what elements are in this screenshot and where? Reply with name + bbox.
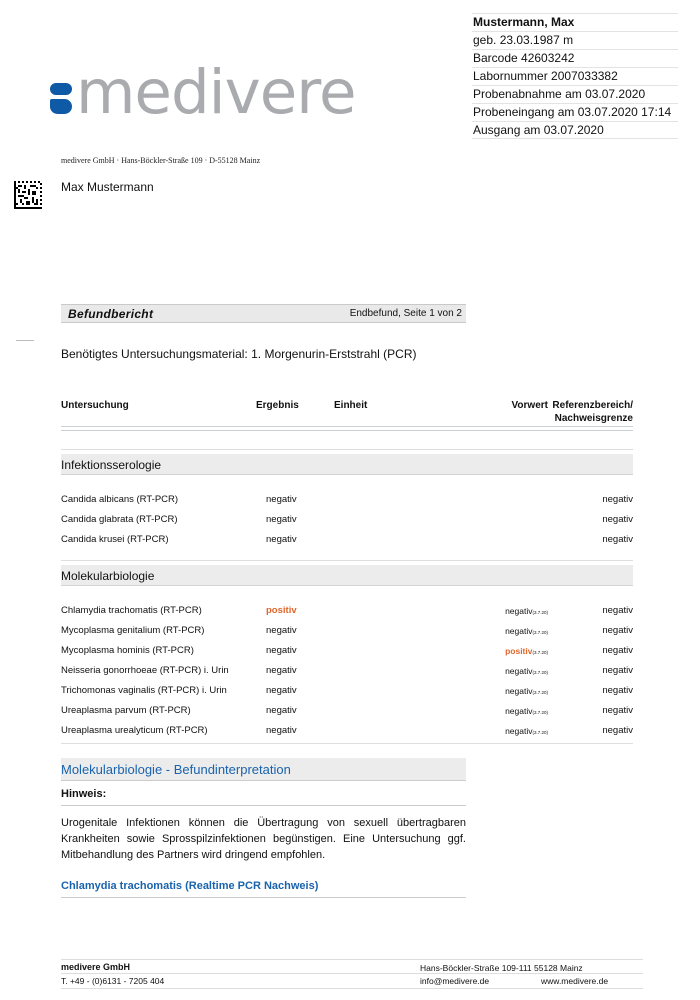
previous-value: negativ	[505, 606, 533, 616]
report-title: Befundbericht	[68, 307, 154, 321]
previous-date: (3.7.20)	[532, 630, 548, 635]
previous-value: negativ	[505, 726, 533, 736]
row-test: Candida glabrata (RT-PCR)	[61, 514, 178, 525]
row-result: negativ	[266, 514, 297, 525]
row-test: Chlamydia trachomatis (RT-PCR)	[61, 605, 202, 616]
divider	[61, 805, 466, 806]
row-test: Neisseria gonorrhoeae (RT-PCR) i. Urin	[61, 665, 229, 676]
footer-rule	[61, 973, 643, 974]
interpretation-title: Molekularbiologie - Befundinterpretation	[61, 762, 291, 777]
column-header-test: Untersuchung	[61, 400, 129, 411]
sample-received-date: Probeneingang am 03.07.2020 17:14	[472, 103, 678, 121]
header-rule	[61, 430, 633, 431]
patient-name: Mustermann, Max	[472, 13, 678, 31]
logo-wordmark: medivere	[76, 57, 356, 128]
footer-company: medivere GmbH	[61, 962, 131, 972]
patient-info-box	[472, 13, 678, 139]
logo-mark-bottom	[50, 99, 72, 114]
footer-website[interactable]: www.medivere.de	[541, 976, 609, 986]
medivere-logo	[50, 57, 380, 132]
row-test: Candida albicans (RT-PCR)	[61, 494, 179, 505]
patient-barcode: Barcode 42603242	[472, 49, 678, 67]
section-title: Molekularbiologie	[61, 569, 155, 583]
column-header-reference-2: Nachweisgrenze	[554, 413, 633, 424]
footer-email[interactable]: info@medivere.de	[420, 976, 490, 986]
column-header-result: Ergebnis	[256, 400, 299, 411]
divider	[61, 743, 633, 744]
row-reference: negativ	[602, 725, 633, 736]
row-reference: negativ	[602, 645, 633, 656]
sender-line: medivere GmbH · Hans-Böckler-Straße 109 · D-55128 Mainz	[61, 156, 261, 165]
interpretation-subheading: Chlamydia trachomatis (Realtime PCR Nachweis)	[61, 880, 319, 892]
sample-material: Benötigtes Untersuchungsmaterial: 1. Morgenurin-Erststrahl (PCR)	[61, 347, 417, 361]
row-reference: negativ	[602, 494, 633, 505]
previous-value: negativ	[505, 686, 533, 696]
section-header-molekularbiologie	[61, 565, 633, 586]
row-test: Mycoplasma hominis (RT-PCR)	[61, 645, 194, 656]
divider	[61, 449, 633, 450]
sample-taken-date: Probenabnahme am 03.07.2020	[472, 85, 678, 103]
row-result: negativ	[266, 534, 297, 545]
report-status: Endbefund, Seite 1 von 2	[349, 308, 462, 319]
row-reference: negativ	[602, 665, 633, 676]
row-result: negativ	[266, 645, 297, 656]
previous-date: (3.7.20)	[532, 690, 548, 695]
row-result: negativ	[266, 665, 297, 676]
previous-value: negativ	[505, 706, 533, 716]
row-reference: negativ	[602, 514, 633, 525]
previous-value: negativ	[505, 666, 533, 676]
previous-date: (3.7.20)	[532, 710, 548, 715]
fold-mark	[16, 340, 34, 341]
note-label: Hinweis:	[61, 788, 107, 800]
logo-mark-top	[50, 83, 72, 95]
footer-phone: T. +49 - (0)6131 - 7205 404	[61, 976, 165, 986]
footer-rule	[61, 988, 643, 989]
row-reference: negativ	[602, 625, 633, 636]
previous-date: (3.7.20)	[532, 650, 548, 655]
section-header-infektionsserologie	[61, 454, 633, 475]
row-reference: negativ	[602, 534, 633, 545]
column-header-reference-1: Referenzbereich/	[552, 400, 633, 411]
issued-date: Ausgang am 03.07.2020	[472, 121, 678, 139]
lab-number: Labornummer 2007033382	[472, 67, 678, 85]
row-result: negativ	[266, 705, 297, 716]
row-reference: negativ	[602, 605, 633, 616]
previous-date: (3.7.20)	[532, 670, 548, 675]
footer-rule	[61, 959, 643, 960]
previous-value-positive: positiv	[505, 646, 533, 656]
interpretation-header	[61, 758, 466, 781]
footer-address: Hans-Böckler-Straße 109-111 55128 Mainz	[420, 963, 583, 973]
addressee-name: Max Mustermann	[61, 180, 154, 194]
row-result-positive: positiv	[266, 605, 297, 616]
row-reference: negativ	[602, 685, 633, 696]
previous-value: negativ	[505, 626, 533, 636]
row-result: negativ	[266, 685, 297, 696]
row-test: Ureaplasma parvum (RT-PCR)	[61, 705, 191, 716]
note-text: Urogenitale Infektionen können die Übertragung von sexuell übertragbaren Krankheiten sowie Sprosspilzinfektionen begünstigen. Eine Untersuchung ggf. Mitbehandlung des Partners wird dringend empfohlen.	[61, 817, 466, 861]
row-reference: negativ	[602, 705, 633, 716]
datamatrix-code-icon	[14, 181, 42, 209]
row-result: negativ	[266, 494, 297, 505]
previous-date: (3.7.20)	[532, 610, 548, 615]
column-header-previous: Vorwert	[511, 400, 548, 411]
patient-birth: geb. 23.03.1987 m	[472, 31, 678, 49]
row-test: Candida krusei (RT-PCR)	[61, 534, 169, 545]
row-result: negativ	[266, 725, 297, 736]
row-test: Trichomonas vaginalis (RT-PCR) i. Urin	[61, 685, 227, 696]
header-rule	[61, 426, 633, 427]
row-result: negativ	[266, 625, 297, 636]
previous-date: (3.7.20)	[532, 730, 548, 735]
section-title: Infektionsserologie	[61, 458, 162, 472]
report-title-bar	[61, 304, 466, 323]
divider	[61, 560, 633, 561]
row-test: Mycoplasma genitalium (RT-PCR)	[61, 625, 205, 636]
column-header-unit: Einheit	[334, 400, 368, 411]
divider	[61, 897, 466, 898]
row-test: Ureaplasma urealyticum (RT-PCR)	[61, 725, 208, 736]
